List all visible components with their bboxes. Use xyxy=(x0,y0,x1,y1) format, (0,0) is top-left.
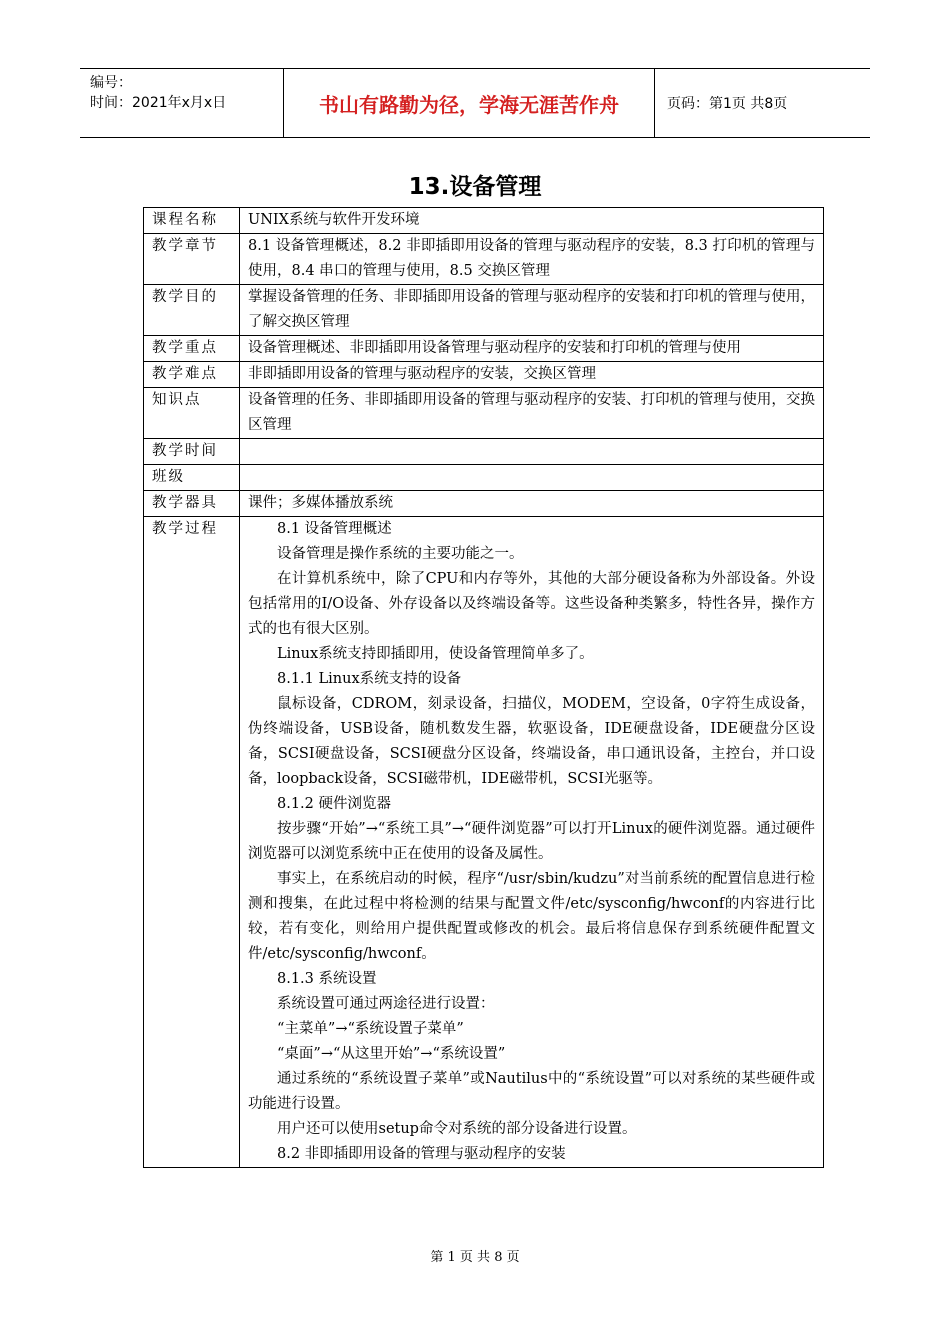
row-value: 8.1 设备管理概述，8.2 非即插即用设备的管理与驱动程序的安装，8.3 打印机的管理与使用，8.4 串口的管理与使用，8.5 交换区管理 xyxy=(240,234,824,285)
row-value xyxy=(240,439,824,465)
row-value: UNIX系统与软件开发环境 xyxy=(240,208,824,234)
row-value: 设备管理的任务、非即插即用设备的管理与驱动程序的安装、打印机的管理与使用，交换区管理 xyxy=(240,388,824,439)
row-label: 教学过程 xyxy=(144,517,240,1168)
table-row xyxy=(144,336,824,362)
process-paragraph: “主菜单”→“系统设置子菜单” xyxy=(277,1021,464,1037)
row-label: 教学难点 xyxy=(144,362,240,388)
table-row xyxy=(144,388,824,439)
row-value: 非即插即用设备的管理与驱动程序的安装，交换区管理 xyxy=(240,362,824,388)
document-title: 13.设备管理 xyxy=(408,174,542,200)
header-meta xyxy=(80,69,283,137)
process-paragraph: 在计算机系统中，除了CPU和内存等外，其他的大部分硬设备称为外部设备。外设包括常用的I/O设备、外存设备以及终端设备等。这些设备种类繁多，特性各异，操作方式的也有很大区别。 xyxy=(248,571,815,637)
row-value: 掌握设备管理的任务、非即插即用设备的管理与驱动程序的安装和打印机的管理与使用，了解交换区管理 xyxy=(240,285,824,336)
process-paragraph: 8.1 设备管理概述 xyxy=(277,521,392,537)
row-value xyxy=(240,465,824,491)
row-label: 教学器具 xyxy=(144,491,240,517)
row-label: 教学时间 xyxy=(144,439,240,465)
process-paragraph: 鼠标设备，CDROM，刻录设备，扫描仪，MODEM，空设备，0字符生成设备，伪终端设备，USB设备，随机数发生器，软驱设备，IDE硬盘设备，IDE硬盘分区设备，SCSI硬盘设备，SCSI硬盘分区设备，终端设备，串口通讯设备，主控台，并口设备，loopback设备，SCSI磁带机，IDE磁带机，SCSI光驱等。 xyxy=(248,696,815,787)
row-label: 教学重点 xyxy=(144,336,240,362)
row-label: 班级 xyxy=(144,465,240,491)
row-label: 教学目的 xyxy=(144,285,240,336)
table-row xyxy=(144,285,824,336)
table-row xyxy=(144,234,824,285)
process-paragraph: 系统设置可通过两途径进行设置： xyxy=(277,996,495,1012)
time-label: 时间：2021年x月x日 xyxy=(90,95,227,111)
process-paragraph: 8.2 非即插即用设备的管理与驱动程序的安装 xyxy=(277,1146,566,1162)
process-paragraph: 8.1.3 系统设置 xyxy=(277,971,377,987)
page-footer: 第 1 页 共 8 页 xyxy=(430,1250,520,1265)
number-label: 编号： xyxy=(90,75,132,91)
row-value: 课件；多媒体播放系统 xyxy=(240,491,824,517)
header-motto: 书山有路勤为径，学海无涯苦作舟 xyxy=(283,69,655,137)
process-paragraph: Linux系统支持即插即用，使设备管理简单多了。 xyxy=(277,646,594,662)
header-page-info: 页码：第1页 共8页 xyxy=(667,96,788,112)
process-paragraph: 事实上，在系统启动的时候，程序“/usr/sbin/kudzu”对当前系统的配置信息进行检测和搜集，在此过程中将检测的结果与配置文件/etc/sysconfig/hwconf的内容进行比较，若有变化，则给用户提供配置或修改的机会。最后将信息保存到系统硬件配置文件/etc/sysconfig/hwconf。 xyxy=(248,871,815,962)
process-paragraph: 用户还可以使用setup命令对系统的部分设备进行设置。 xyxy=(277,1121,637,1137)
table-row xyxy=(144,439,824,465)
process-paragraph: “桌面”→“从这里开始”→“系统设置” xyxy=(277,1046,506,1062)
process-paragraph: 通过系统的“系统设置子菜单”或Nautilus中的“系统设置”可以对系统的某些硬件或功能进行设置。 xyxy=(248,1071,815,1112)
course-info-table xyxy=(143,207,824,1168)
process-paragraph: 设备管理是操作系统的主要功能之一。 xyxy=(277,546,524,562)
page-header xyxy=(80,68,870,138)
row-value: 设备管理概述、非即插即用设备管理与驱动程序的安装和打印机的管理与使用 xyxy=(240,336,824,362)
process-paragraph: 按步骤“开始”→“系统工具”→“硬件浏览器”可以打开Linux的硬件浏览器。通过硬件浏览器可以浏览系统中正在使用的设备及属性。 xyxy=(248,821,815,862)
table-row xyxy=(144,465,824,491)
table-row xyxy=(144,208,824,234)
process-paragraph: 8.1.1 Linux系统支持的设备 xyxy=(277,671,462,687)
table-row xyxy=(144,362,824,388)
row-label: 课程名称 xyxy=(144,208,240,234)
row-label: 知识点 xyxy=(144,388,240,439)
teaching-process-content xyxy=(240,517,824,1168)
table-row xyxy=(144,491,824,517)
process-paragraph: 8.1.2 硬件浏览器 xyxy=(277,796,392,812)
row-label: 教学章节 xyxy=(144,234,240,285)
table-row xyxy=(144,517,824,1168)
